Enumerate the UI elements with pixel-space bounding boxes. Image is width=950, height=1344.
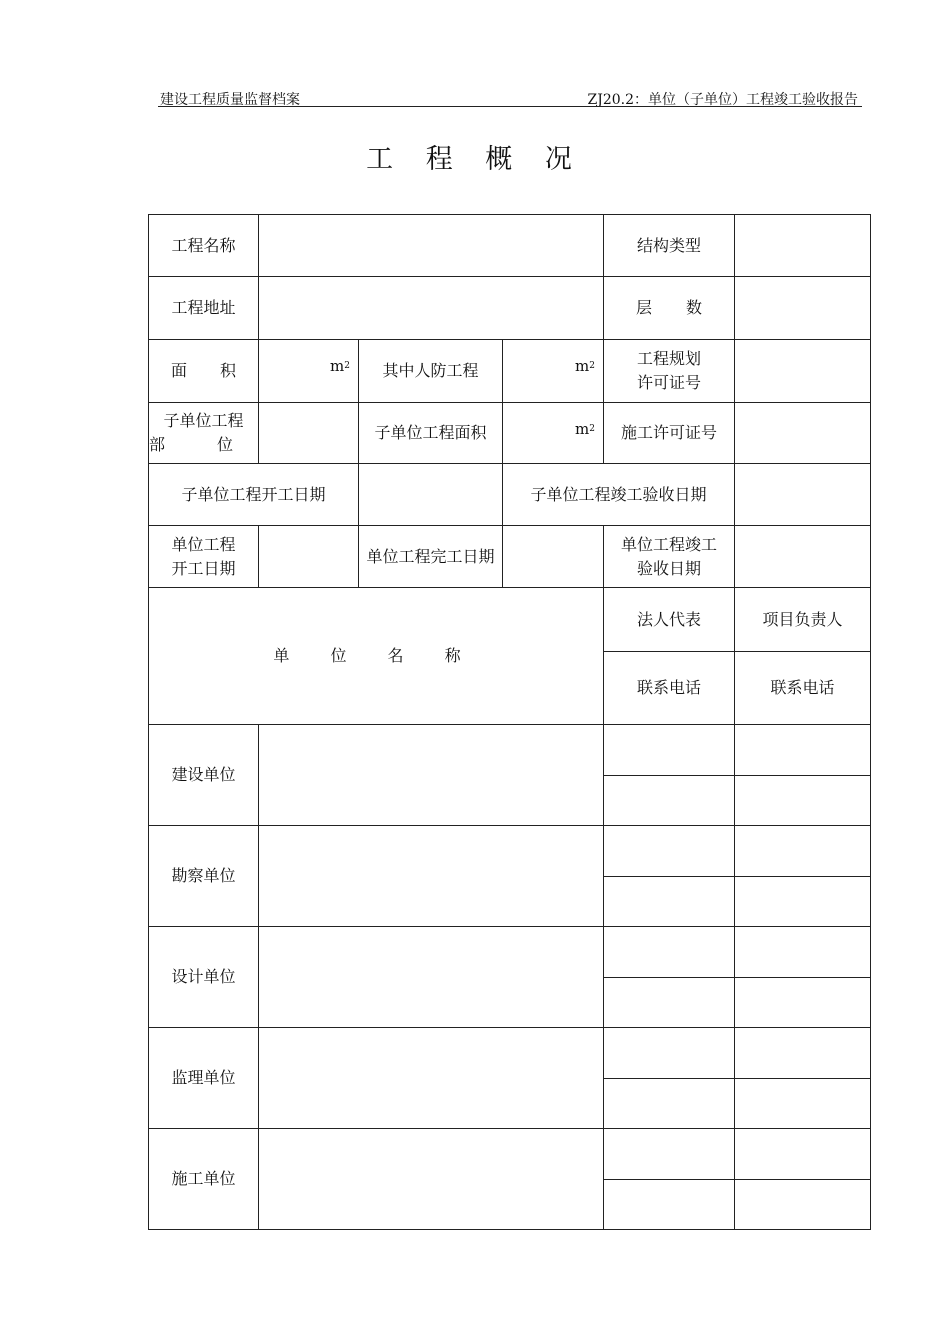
field-unit-design-phone2[interactable] [735,978,871,1028]
label-area-char1: 面 [171,361,188,380]
label-unit-start-date [149,526,259,588]
label-contact-phone: 联系电话 [735,652,871,725]
label-unit-acceptance-date-line2: 验收日期 [637,558,702,578]
field-construction-permit[interactable] [735,403,871,464]
field-unit-supervision-leader[interactable] [735,1028,871,1079]
header-left: 建设工程质量监督档案 [160,92,300,108]
label-unit-acceptance-date [604,526,735,588]
label-unit-contractor: 施工单位 [149,1129,259,1230]
label-sub-start-date: 子单位工程开工日期 [149,464,359,526]
field-unit-construction-leader[interactable] [735,725,871,776]
field-unit-construction-phone1[interactable] [604,776,735,826]
label-legal-rep: 法人代表 [604,588,735,652]
field-unit-contractor-phone1[interactable] [604,1180,735,1230]
field-area[interactable] [259,340,359,403]
label-sub-unit-part-char1: 部 [149,435,166,454]
label-planning-permit-line2: 许可证号 [637,373,702,392]
field-unit-construction-legal-rep[interactable] [604,725,735,776]
label-area [149,340,259,403]
label-sub-unit-part [149,403,259,464]
field-unit-supervision-phone1[interactable] [604,1079,735,1129]
label-contact-phone: 联系电话 [604,652,735,725]
field-unit-contractor-legal-rep[interactable] [604,1129,735,1180]
label-project-leader: 项目负责人 [735,588,871,652]
label-floors-char2: 数 [686,298,703,317]
header-divider [158,106,862,107]
label-floors-char1: 层 [636,298,653,317]
label-sub-unit-part-char2: 位 [216,435,233,454]
field-sub-unit-part[interactable] [259,403,359,464]
label-project-address: 工程地址 [149,277,259,340]
label-unit-name: 单 位 名 称 [149,588,604,725]
label-planning-permit-line1: 工程规划 [637,349,702,368]
label-sub-unit-area: 子单位工程面积 [359,403,503,464]
label-unit-supervision: 监理单位 [149,1028,259,1129]
label-civil-defense: 其中人防工程 [359,340,503,403]
field-unit-design-name[interactable] [259,927,604,1028]
header-right: ZJ20.2：单位（子单位）工程竣工验收报告 [587,92,858,108]
field-unit-survey-legal-rep[interactable] [604,826,735,877]
field-planning-permit[interactable] [735,340,871,403]
page-title: 工 程 概 况 [366,144,584,175]
field-project-address[interactable] [259,277,604,340]
label-unit-start-date-line1: 单位工程 [171,534,236,554]
field-sub-acceptance-date[interactable] [735,464,871,526]
field-unit-survey-name[interactable] [259,826,604,927]
label-sub-acceptance-date: 子单位工程竣工验收日期 [503,464,735,526]
unit-square-meter: $m^2$ [330,357,350,375]
field-unit-contractor-name[interactable] [259,1129,604,1230]
field-sub-unit-area[interactable] [503,403,604,464]
field-floors[interactable] [735,277,871,340]
field-unit-survey-leader[interactable] [735,826,871,877]
field-unit-construction-name[interactable] [259,725,604,826]
field-unit-supervision-name[interactable] [259,1028,604,1129]
label-unit-start-date-line2: 开工日期 [171,558,236,578]
unit-square-meter: $m^2$ [575,420,596,438]
label-planning-permit [604,340,735,403]
label-unit-finish-date: 单位工程完工日期 [359,526,503,588]
field-unit-supervision-legal-rep[interactable] [604,1028,735,1079]
unit-square-meter: $m^2$ [575,357,596,375]
field-unit-construction-phone2[interactable] [735,776,871,826]
field-unit-finish-date[interactable] [503,526,604,588]
field-sub-start-date[interactable] [359,464,503,526]
field-project-name[interactable] [259,215,604,277]
label-floors [604,277,735,340]
field-unit-survey-phone1[interactable] [604,877,735,927]
field-structure-type[interactable] [735,215,871,277]
field-unit-acceptance-date[interactable] [735,526,871,588]
label-project-name: 工程名称 [149,215,259,277]
field-unit-design-legal-rep[interactable] [604,927,735,978]
label-unit-acceptance-date-line1: 单位工程竣工 [621,534,718,554]
field-unit-design-phone1[interactable] [604,978,735,1028]
label-area-char2: 积 [219,361,236,380]
field-unit-design-leader[interactable] [735,927,871,978]
field-unit-supervision-phone2[interactable] [735,1079,871,1129]
project-overview-table [148,214,871,1230]
label-unit-construction: 建设单位 [149,725,259,826]
label-construction-permit: 施工许可证号 [604,403,735,464]
label-unit-design: 设计单位 [149,927,259,1028]
label-unit-survey: 勘察单位 [149,826,259,927]
field-unit-start-date[interactable] [259,526,359,588]
label-structure-type: 结构类型 [604,215,735,277]
field-unit-survey-phone2[interactable] [735,877,871,927]
field-unit-contractor-phone2[interactable] [735,1180,871,1230]
label-sub-unit-part-line1: 子单位工程 [163,411,244,430]
field-unit-contractor-leader[interactable] [735,1129,871,1180]
field-civil-defense-area[interactable] [503,340,604,403]
